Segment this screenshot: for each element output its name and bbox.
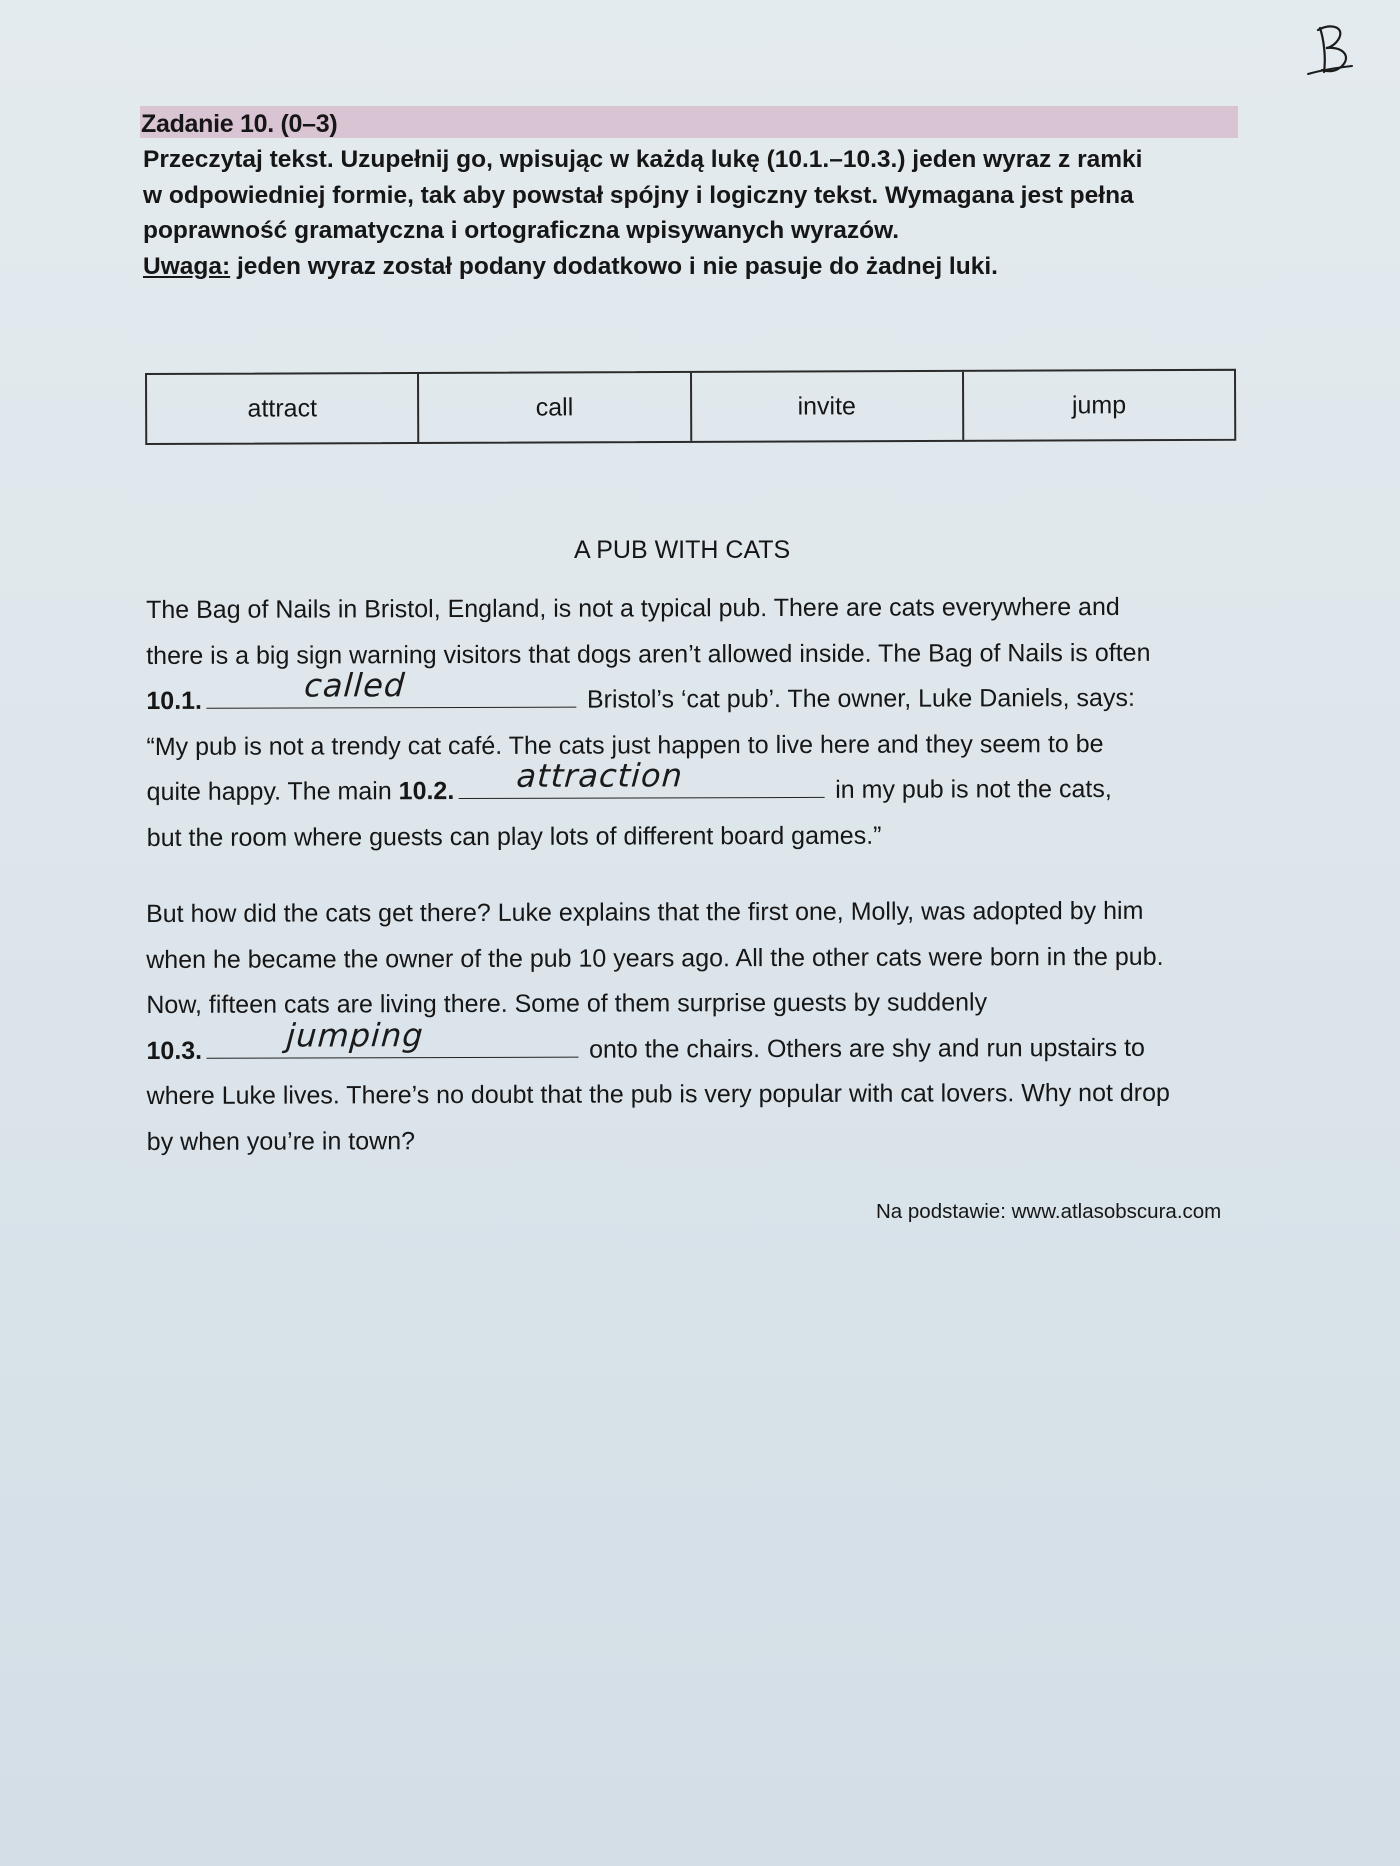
text-fragment: Bristol’s ‘cat pub’. The owner, Luke Daniels, says: [586, 683, 1135, 714]
text-fragment: onto the chairs. Others are shy and run upstairs to [589, 1033, 1145, 1064]
note-text: jeden wyraz został podany dodatkowo i nie pasuje do żadnej luki. [230, 252, 998, 280]
text-line: where Luke lives. There’s no doubt that the pub is very popular with cat lovers. Why not drop [146, 1078, 1170, 1110]
text-title: A PUB WITH CATS [574, 536, 791, 564]
instruction-line-1: Przeczytaj tekst. Uzupełnij go, wpisując w każdą lukę (10.1.–10.3.) jeden wyraz z ramki [143, 146, 1143, 173]
paragraph-1 [146, 584, 1267, 861]
source-citation: Na podstawie: www.atlasobscura.com [876, 1200, 1222, 1223]
gap-number-10-3: 10.3. [146, 1036, 203, 1065]
gap-number-10-1: 10.1. [146, 686, 203, 715]
answer-blank-10-2[interactable] [458, 756, 824, 799]
text-line-gap-3 [146, 1015, 1266, 1074]
word-bank-item: jump [1071, 390, 1127, 419]
instruction-note [143, 249, 1253, 285]
handwritten-version-mark [1302, 20, 1362, 80]
text-line: Now, fifteen cats are living there. Some of them surprise guests by suddenly [146, 988, 988, 1019]
word-bank-box [145, 369, 1236, 445]
instruction-line-2: w odpowiedniej formie, tak aby powstał spójny i logiczny tekst. Wymagana jest pełna [143, 181, 1134, 209]
text-line: by when you’re in town? [146, 1126, 416, 1156]
text-line-gap-1 [146, 666, 1266, 724]
text-line: there is a big sign warning visitors that dogs aren’t allowed inside. The Bag of Nails is often [146, 638, 1151, 670]
gap-number-10-2: 10.2. [398, 777, 455, 806]
word-bank-item: attract [147, 374, 420, 443]
text-line: The Bag of Nails in Bristol, England, is not a typical pub. There are cats everywhere and [146, 592, 1120, 624]
text-line: “My pub is not a trendy cat café. The cats just happen to live here and they seem to be [146, 729, 1104, 761]
text-line: when he became the owner of the pub 10 years ago. All the other cats were born in the pub. [146, 942, 1164, 974]
handwritten-answer-10-1: called [302, 666, 407, 705]
task-title: Zadanie 10. (0–3) [141, 110, 338, 138]
text-fragment: quite happy. The main [146, 777, 399, 806]
note-label: Uwaga: [143, 252, 231, 280]
answer-blank-10-1[interactable] [206, 666, 576, 709]
answer-blank-10-3[interactable] [206, 1015, 578, 1058]
word-bank-item: invite [692, 372, 965, 441]
text-line-gap-2 [146, 756, 1267, 815]
handwritten-answer-10-3: jumping [284, 1015, 425, 1055]
handwritten-answer-10-2: attraction [515, 756, 684, 795]
task-instructions [143, 142, 1253, 284]
text-line: but the room where guests can play lots of different board games.” [146, 821, 882, 852]
text-line: But how did the cats get there? Luke explains that the first one, Molly, was adopted by him [146, 896, 1144, 928]
paragraph-2 [146, 888, 1267, 1165]
text-fragment: in my pub is not the cats, [835, 774, 1112, 804]
word-bank-item: call [419, 373, 692, 442]
instruction-line-3: poprawność gramatyczna i ortograficzna wpisywanych wyrazów. [143, 217, 900, 244]
